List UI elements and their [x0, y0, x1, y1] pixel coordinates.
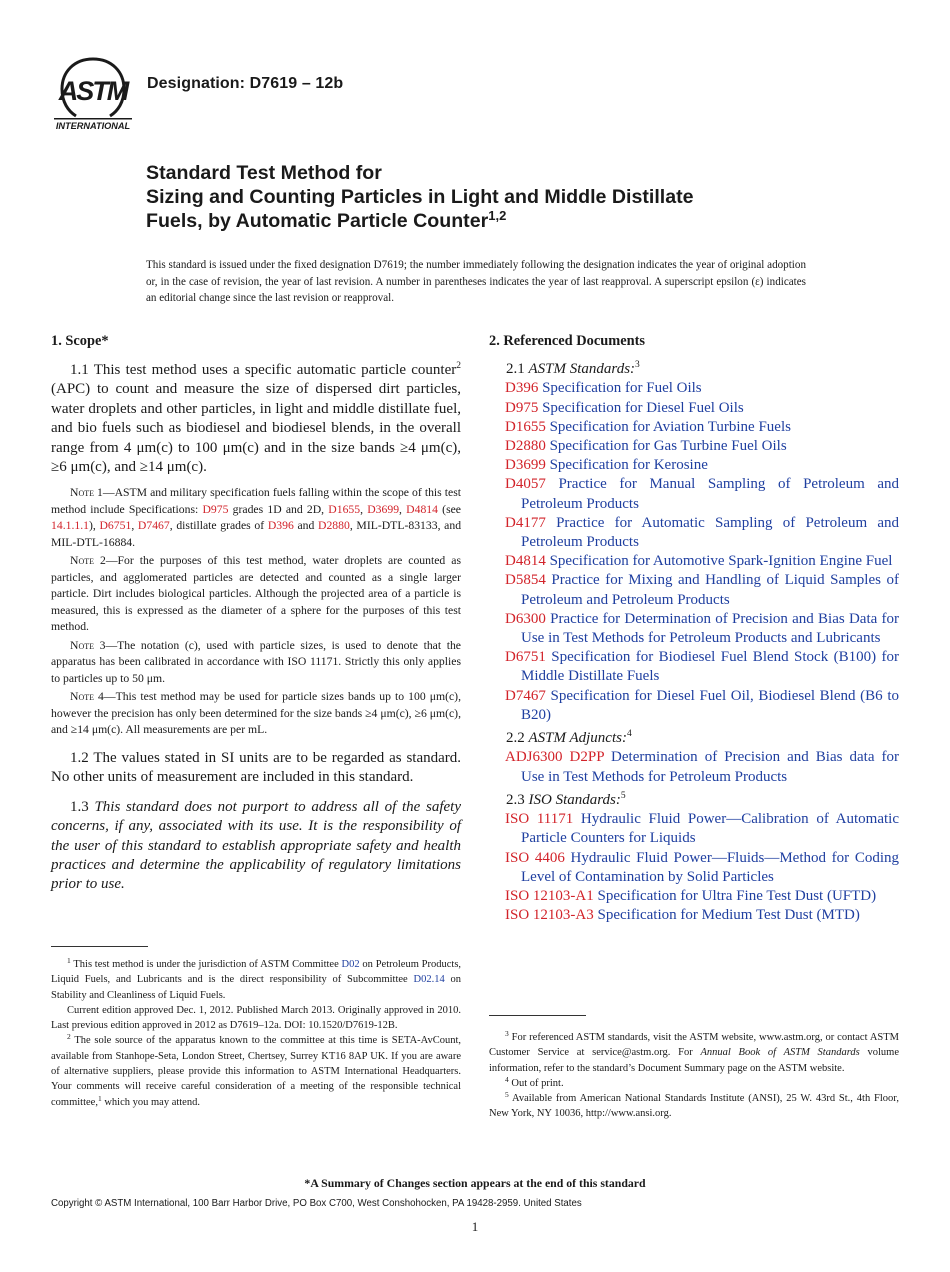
page-number: 1	[471, 1219, 479, 1234]
ref-title[interactable]: Practice for Automatic Sampling of Petroleum and Petroleum Products	[521, 514, 899, 551]
summary-of-changes-notice: *A Summary of Changes section appears at the end of this standard	[304, 1176, 646, 1190]
footnote-4: $^4$ Out of print.	[505, 1074, 564, 1089]
reference-item[interactable]	[489, 887, 899, 906]
footnote-divider-right	[489, 1015, 586, 1016]
note-label: Note 1	[70, 486, 103, 500]
reference-item[interactable]	[489, 399, 899, 418]
note-3: Note 3—The notation (c), used with particle sizes, is used to denote that the apparatus has been calibrated in accordance with ISO 11171. Strictly this only applies to particles up to 50 μm.	[51, 638, 461, 685]
ref-code[interactable]: D975	[505, 399, 539, 416]
note-label: Note 4	[70, 690, 104, 704]
reference-item[interactable]	[489, 456, 899, 475]
footnote-ref-4[interactable]: 4	[626, 729, 632, 740]
svg-text:INTERNATIONAL: INTERNATIONAL	[55, 121, 131, 131]
link-d975[interactable]: D975	[202, 502, 229, 516]
iso-standards-list	[489, 810, 899, 925]
reference-item[interactable]	[489, 418, 899, 437]
title-line-3-text: Fuels, by Automatic Particle Counter	[146, 210, 489, 232]
ref-code[interactable]: D5854	[505, 572, 546, 589]
left-column	[51, 331, 461, 903]
ref-code[interactable]: D4177	[505, 514, 546, 531]
svg-text:ASTM: ASTM	[58, 76, 128, 106]
ref-code[interactable]: D396	[505, 380, 539, 397]
ref-code[interactable]: D4057	[505, 476, 546, 493]
footnote-2: $^2$ The sole source of the apparatus known to the committee at this time is SETA-AvCount, available from Stanhope-Seta, London Street, Chertsey, Surrey KT16 8AP UK. If you are aware of alternative suppliers, please provide this information to ASTM International Headquarters. Your comments will receive careful consideration of a meeting of the responsible technical committee,$^1$ which you may attend.	[51, 1032, 461, 1108]
ref-code[interactable]: ISO 12103-A3	[505, 907, 594, 924]
ref-title[interactable]: Practice for Determination of Precision and Bias Data for Use in Test Methods for Petroleum Products and Lubricants	[521, 610, 900, 647]
footnote-ref-5[interactable]: 5	[620, 790, 626, 801]
footnote-ref-3[interactable]: 3	[635, 360, 640, 370]
link-committee-d02[interactable]: D02	[341, 959, 360, 970]
reference-item[interactable]	[489, 849, 899, 887]
reference-item[interactable]	[489, 475, 899, 513]
link-d7467[interactable]: D7467	[137, 519, 170, 533]
copyright-line: Copyright © ASTM International, 100 Barr Harbor Drive, PO Box C700, West Conshohocken, PA 19428-2959. United States	[51, 1198, 582, 1209]
section-1-3: 1.3 This standard does not purport to address all of the safety concerns, if any, associated with its use. It is the responsibility of the user of this standard to establish appropriate safety and health practices and determine the applicability of regulatory limitations prior to use.	[51, 798, 462, 893]
section-2-1: 2.1 ASTM Standards:$^3$	[506, 360, 640, 377]
ref-code[interactable]: ISO 11171	[505, 811, 574, 828]
footnote-ref-2[interactable]: 2	[456, 361, 462, 371]
ref-title[interactable]: Specification for Kerosine	[549, 457, 708, 474]
ref-title[interactable]: Practice for Manual Sampling of Petroleum and Petroleum Products	[521, 476, 899, 512]
reference-item[interactable]	[489, 552, 899, 571]
referenced-documents-heading: 2. Referenced Documents	[489, 333, 645, 349]
ref-title[interactable]: Hydraulic Fluid Power—Fluids—Method for Coding Level of Contamination by Solid Particles	[521, 849, 900, 885]
note-4: Note 4—This test method may be used for particle sizes bands up to 100 μm(c), however the precision has only been determined for the size bands ≥4 μm(c), ≥6 μm(c), and ≥14 μm(c). All measurements are per mL.	[51, 690, 461, 737]
astm-logo-icon	[52, 56, 134, 132]
footnote-3: $^3$ For referenced ASTM standards, visit the ASTM website, www.astm.org, or contact ASTM Customer Service at service@astm.org. For Annual Book of ASTM Standards volume information, refer to the standard’s Document Summary page on the ASTM website.	[489, 1029, 900, 1074]
issuance-statement: This standard is issued under the fixed designation D7619; the number immediately following the designation indicates the year of original adoption or, in the case of revision, the year of last revision. A number in parentheses indicates the year of last reapproval. A superscript epsilon (ε) indicates an editorial change since the last revision or reapproval.	[146, 259, 806, 304]
footnotes-left	[51, 957, 461, 1110]
link-d3699[interactable]: D3699	[367, 502, 400, 516]
ref-title[interactable]: Hydraulic Fluid Power—Calibration of Automatic Particle Counters for Liquids	[521, 811, 899, 847]
title-line-3	[146, 209, 866, 233]
ref-code[interactable]: D6300	[505, 610, 546, 627]
ref-code[interactable]: D4814	[505, 553, 546, 570]
right-column	[489, 331, 899, 926]
reference-item[interactable]	[489, 648, 899, 686]
ref-title[interactable]: Specification for Fuel Oils	[542, 380, 702, 397]
reference-item[interactable]	[489, 810, 899, 848]
note-label: Note 2	[70, 554, 106, 568]
footnotes-right	[489, 1030, 899, 1122]
title-line-2: Sizing and Counting Particles in Light and Middle Distillate	[146, 186, 694, 208]
reference-item[interactable]	[489, 437, 899, 456]
title-line-1: Standard Test Method for	[146, 162, 382, 184]
footnote-5: $^5$ Available from American National Standards Institute (ANSI), 25 W. 43rd St., 4th Floor, New York, NY 10036, http://www.ansi.org.	[489, 1090, 899, 1120]
ref-title[interactable]: Specification for Ultra Fine Test Dust (UFTD)	[597, 888, 877, 905]
scope-heading: 1. Scope*	[51, 333, 109, 349]
ref-code[interactable]: ISO 12103-A1	[505, 888, 594, 905]
ref-code[interactable]: D1655	[505, 418, 546, 435]
adjunct-item[interactable]	[489, 748, 899, 786]
reference-item[interactable]	[489, 906, 899, 925]
link-d396[interactable]: D396	[267, 519, 294, 533]
ref-title[interactable]: Specification for Medium Test Dust (MTD)	[597, 907, 860, 924]
footnote-1: $^1$ This test method is under the jurisdiction of ASTM Committee D02 on Petroleum Products, Liquid Fuels, and Lubricants and is the direct responsibility of Subcommittee D02.14 on Stability and Cleanliness of Liquid Fuels.	[51, 956, 462, 1001]
note-1: Note 1—ASTM and military specification fuels falling within the scope of this test method include Specifications: D975 grades 1D and 2D, D1655, D3699, D4814 (see 14.1.1.1), D6751, D7467, distillate grades of D396 and D2880, MIL-DTL-83133, and MIL-DTL-16884.	[51, 486, 462, 549]
ref-title[interactable]: Specification for Gas Turbine Fuel Oils	[549, 438, 787, 455]
reference-item[interactable]	[489, 687, 899, 725]
ref-title[interactable]: Specification for Biodiesel Fuel Blend Stock (B100) for Middle Distillate Fuels	[521, 649, 899, 685]
reference-item[interactable]	[489, 379, 899, 398]
ref-title[interactable]: Specification for Diesel Fuel Oils	[542, 399, 744, 416]
ref-code[interactable]: ADJ6300 D2PP	[505, 749, 604, 766]
ref-code[interactable]: D7467	[505, 687, 546, 704]
section-2-3: 2.3 ISO Standards:$^5$	[506, 790, 626, 808]
link-d4814[interactable]: D4814	[406, 502, 438, 516]
ref-title[interactable]: Specification for Automotive Spark-Ignition Engine Fuel	[549, 553, 893, 570]
link-subcommittee-d02-14[interactable]: D02.14	[413, 974, 445, 986]
title-footnote-ref[interactable]: 1,2	[488, 208, 507, 223]
section-2-2: 2.2 ASTM Adjuncts:$^4$	[506, 729, 632, 747]
document-title	[146, 161, 866, 233]
designation: Designation: D7619 – 12b	[147, 75, 344, 92]
ref-title[interactable]: Specification for Aviation Turbine Fuels	[549, 418, 791, 435]
ref-title[interactable]: Determination of Precision and Bias data for Use in Test Methods for Petroleum Products	[521, 749, 900, 785]
footnote-1-edition: Current edition approved Dec. 1, 2012. Published March 2013. Originally approved in 2010. Last previous edition approved in 2012 as D7619–12a. DOI: 10.1520/D7619-12B.	[51, 1004, 461, 1032]
link-d2880[interactable]: D2880	[318, 519, 350, 533]
note-label: Note 3	[70, 638, 106, 652]
link-d1655[interactable]: D1655	[328, 502, 361, 516]
ref-code[interactable]: D6751	[505, 649, 546, 666]
section-1-2: 1.2 The values stated in SI units are to be regarded as standard. No other units of measurement are included in this standard.	[51, 749, 462, 786]
link-d6751[interactable]: D6751	[99, 519, 132, 533]
reference-item[interactable]	[489, 514, 899, 552]
reference-item[interactable]	[489, 610, 899, 648]
footnote-divider-left	[51, 946, 148, 947]
ref-code[interactable]: ISO 4406	[505, 849, 565, 866]
ref-code[interactable]: D3699	[505, 457, 546, 474]
ref-code[interactable]: D2880	[505, 438, 546, 455]
link-section-14-1-1-1[interactable]: 14.1.1.1	[51, 519, 89, 533]
note-2: Note 2—For the purposes of this test method, water droplets are counted as particles, and agglomerated particles are detected and counted as a single larger particle. Dirt includes biological particles. Although the projected area of a particle is measured, this is expressed as the diameter of a sphere for the purposes of this test method.	[51, 554, 461, 634]
ref-title[interactable]: Practice for Mixing and Handling of Liquid Samples of Petroleum and Petroleum Products	[521, 572, 899, 608]
ref-title[interactable]: Specification for Diesel Fuel Oil, Biodiesel Blend (B6 to B20)	[521, 687, 899, 723]
reference-item[interactable]	[489, 571, 899, 609]
astm-standards-list	[489, 379, 899, 725]
section-1-1: 1.1 This test method uses a specific automatic particle counter$^2$ (APC) to count and measure the size of dispersed dirt particles, water droplets and other particles, in light and middle distillate fuel, and bio fuels such as biodiesel and biodiesel blends, in the overall range from 4 μm(c) to 100 μm(c) and in the size bands ≥4 μm(c), ≥6 μm(c), and ≥14 μm(c).	[51, 361, 462, 476]
